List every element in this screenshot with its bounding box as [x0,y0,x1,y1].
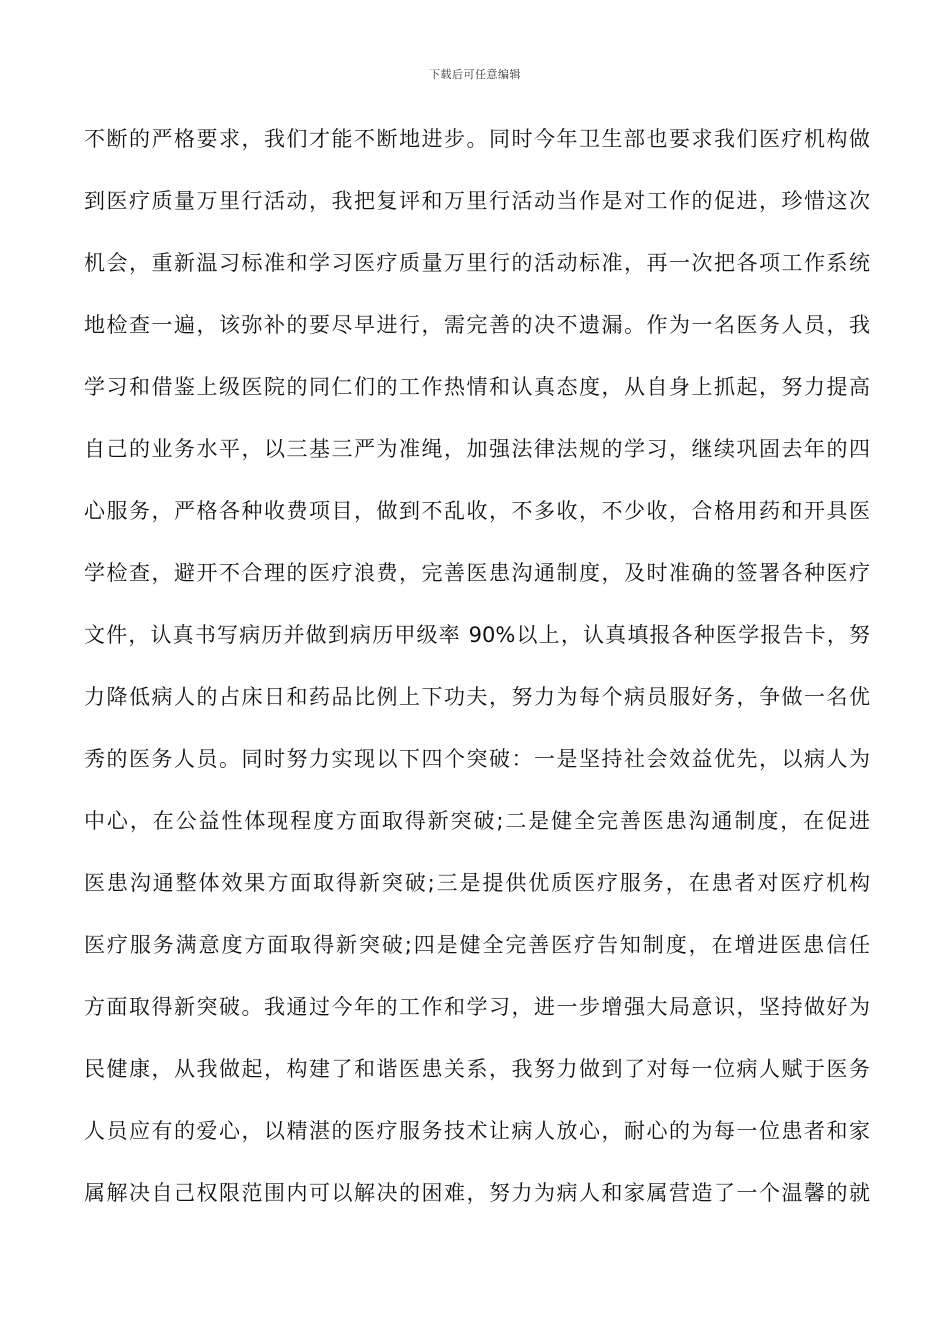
text-line: 力降低病人的占床日和药品比例上下功夫，努力为每个病员服好务，争做一名优 [84,685,870,709]
text-line: 到医疗质量万里行活动，我把复评和万里行活动当作是对工作的促进，珍惜这次 [84,189,870,213]
text-line: 地检查一遍，该弥补的要尽早进行，需完善的决不遗漏。作为一名医务人员，我 [84,313,870,337]
text-line: 中心，在公益性体现程度方面取得新突破;二是健全完善医患沟通制度，在促进 [84,809,870,833]
text-line: 方面取得新突破。我通过今年的工作和学习，进一步增强大局意识，坚持做好为 [84,995,870,1019]
text-line: 人员应有的爱心，以精湛的医疗服务技术让病人放心，耐心的为每一位患者和家 [84,1119,870,1143]
body-text [84,108,870,1224]
text-line: 机会，重新温习标准和学习医疗质量万里行的活动标准，再一次把各项工作系统 [84,251,870,275]
text-line: 民健康，从我做起，构建了和谐医患关系，我努力做到了对每一位病人赋于医务 [84,1057,870,1081]
text-line: 不断的严格要求，我们才能不断地进步。同时今年卫生部也要求我们医疗机构做 [84,127,870,151]
text-line: 医疗服务满意度方面取得新突破;四是健全完善医疗告知制度，在增进医患信任 [84,933,870,957]
text-line: 属解决自己权限范围内可以解决的困难，努力为病人和家属营造了一个温馨的就 [84,1181,870,1205]
page-header-note: 下载后可任意编辑 [429,68,521,81]
text-line: 自己的业务水平，以三基三严为准绳，加强法律法规的学习，继续巩固去年的四 [84,437,870,461]
text-line: 秀的医务人员。同时努力实现以下四个突破：一是坚持社会效益优先，以病人为 [84,747,870,771]
text-line: 心服务，严格各种收费项目，做到不乱收，不多收，不少收，合格用药和开具医 [84,499,870,523]
text-line: 学检查，避开不合理的医疗浪费，完善医患沟通制度，及时准确的签署各种医疗 [84,561,870,585]
text-line: 学习和借鉴上级医院的同仁们的工作热情和认真态度，从自身上抓起，努力提高 [84,375,870,399]
text-line: 文件，认真书写病历并做到病历甲级率 90%以上，认真填报各种医学报告卡，努 [84,623,870,647]
text-line: 医患沟通整体效果方面取得新突破;三是提供优质医疗服务，在患者对医疗机构 [84,871,870,895]
